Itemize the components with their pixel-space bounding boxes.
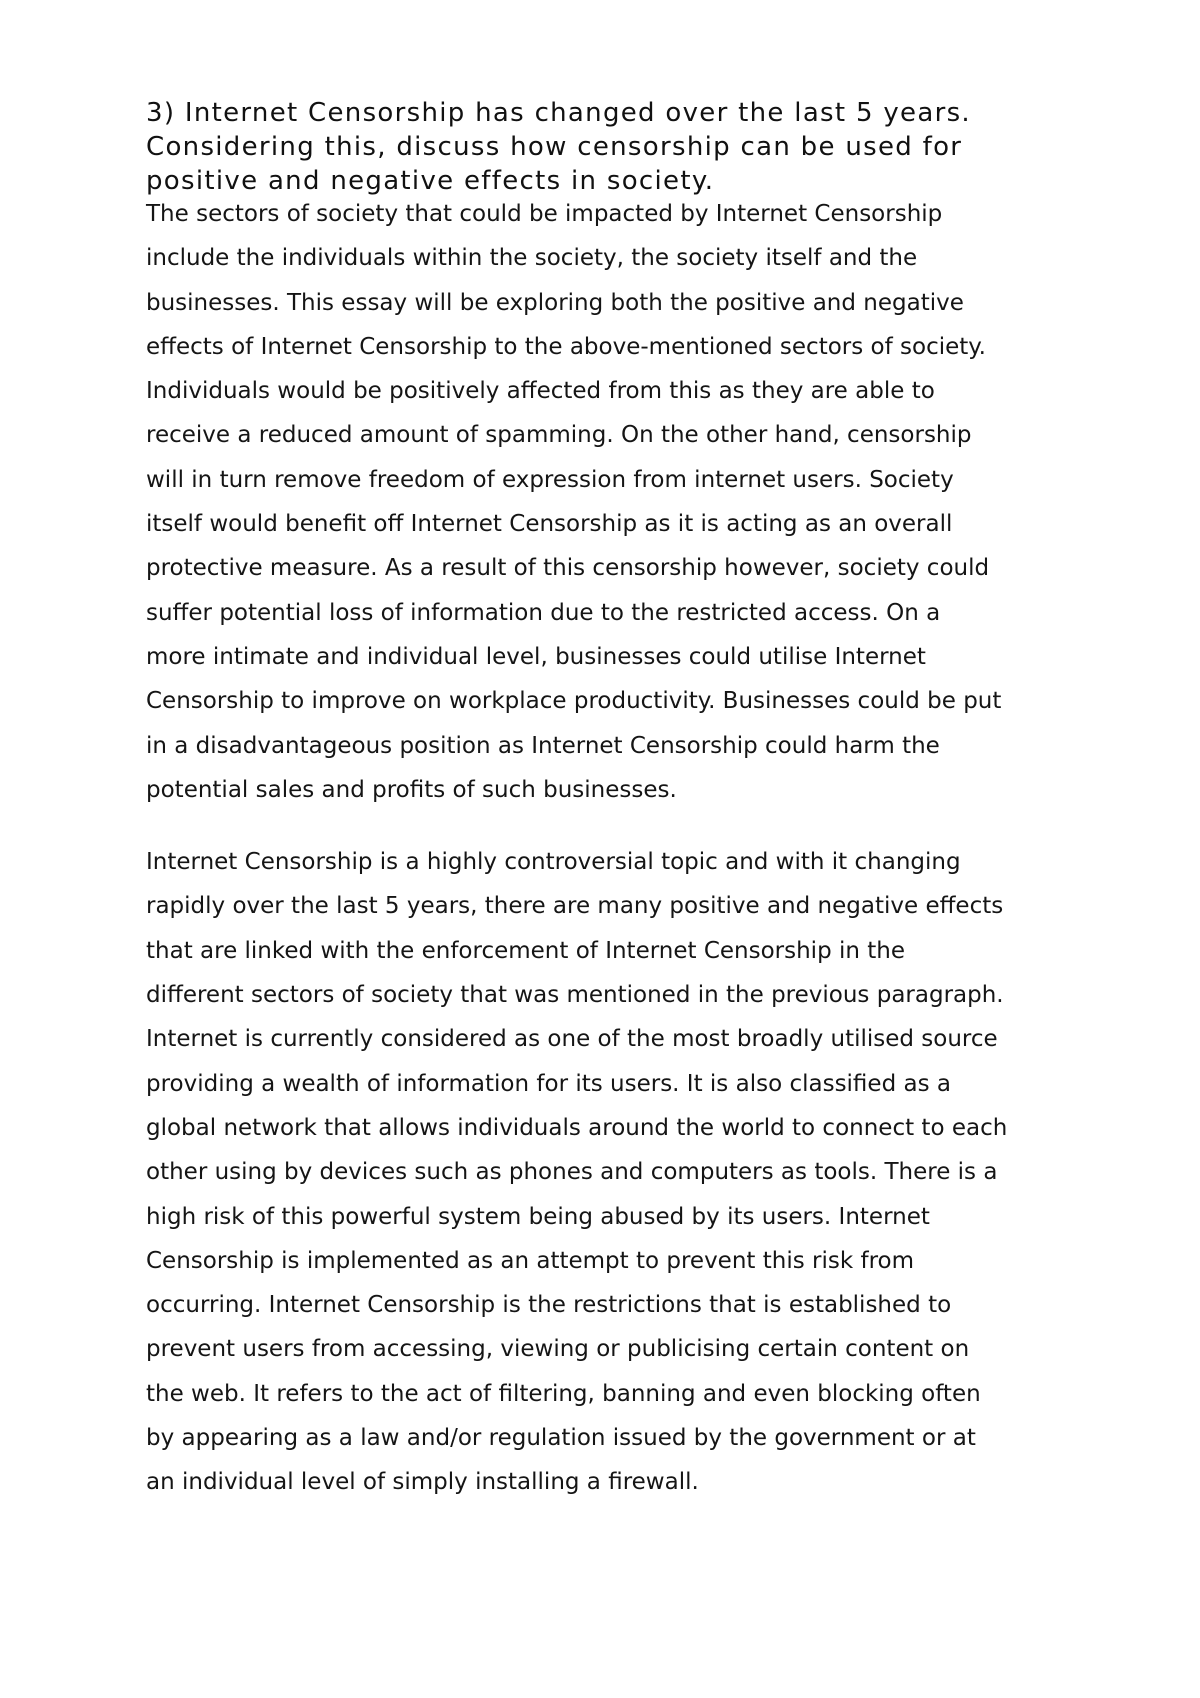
paragraph-line: occurring. Internet Censorship is the restrictions that is established to	[146, 1292, 952, 1319]
paragraph-1	[146, 192, 1086, 812]
document-content	[146, 96, 1086, 1505]
paragraph-line: effects of Internet Censorship to the above-mentioned sectors of society.	[146, 333, 986, 360]
paragraph-line: prevent users from accessing, viewing or publicising certain content on	[146, 1336, 970, 1363]
paragraph-line: Internet Censorship is a highly controversial topic and with it changing	[146, 849, 961, 876]
paragraph-line: suffer potential loss of information due to the restricted access. On a	[146, 599, 941, 626]
paragraph-line: Censorship to improve on workplace productivity. Businesses could be put	[146, 688, 1002, 715]
paragraph-line: that are linked with the enforcement of Internet Censorship in the	[146, 937, 906, 964]
paragraph-line: receive a reduced amount of spamming. On the other hand, censorship	[146, 422, 972, 449]
paragraph-line: Internet is currently considered as one of the most broadly utilised source	[146, 1026, 998, 1053]
paragraph-line: by appearing as a law and/or regulation issued by the government or at	[146, 1425, 976, 1452]
paragraph-line: protective measure. As a result of this censorship however, society could	[146, 555, 990, 582]
paragraph-line: providing a wealth of information for its users. It is also classified as a	[146, 1070, 951, 1097]
paragraph-line: different sectors of society that was mentioned in the previous paragraph.	[146, 982, 1004, 1009]
heading-line: 3) Internet Censorship has changed over the last 5 years.	[146, 98, 971, 128]
paragraph-line: global network that allows individuals around the world to connect to each	[146, 1114, 1008, 1141]
paragraph-2	[146, 840, 1086, 1504]
paragraph-line: will in turn remove freedom of expression from internet users. Society	[146, 466, 954, 493]
paragraph-line: other using by devices such as phones and computers as tools. There is a	[146, 1159, 998, 1186]
paragraph-line: more intimate and individual level, businesses could utilise Internet	[146, 643, 926, 670]
paragraph-line: Censorship is implemented as an attempt to prevent this risk from	[146, 1247, 915, 1274]
paragraph-line: businesses. This essay will be exploring both the positive and negative	[146, 289, 964, 316]
paragraph-line: rapidly over the last 5 years, there are many positive and negative effects	[146, 893, 1004, 920]
paragraph-line: include the individuals within the society, the society itself and the	[146, 245, 918, 272]
paragraph-line: high risk of this powerful system being abused by its users. Internet	[146, 1203, 930, 1230]
paragraph-spacer	[146, 812, 1086, 840]
heading-line: Considering this, discuss how censorship can be used for	[146, 132, 963, 162]
heading-line: positive and negative effects in society.	[146, 166, 715, 196]
paragraph-line: itself would benefit off Internet Censorship as it is acting as an overall	[146, 511, 953, 538]
paragraph-line: Individuals would be positively affected from this as they are able to	[146, 378, 935, 405]
paragraph-line: potential sales and profits of such businesses.	[146, 776, 677, 803]
paragraph-line: an individual level of simply installing a firewall.	[146, 1469, 699, 1496]
essay-question-heading	[146, 96, 1086, 198]
paragraph-line: in a disadvantageous position as Internet Censorship could harm the	[146, 732, 940, 759]
paragraph-line: the web. It refers to the act of filtering, banning and even blocking often	[146, 1380, 981, 1407]
paragraph-line: The sectors of society that could be impacted by Internet Censorship	[146, 201, 943, 227]
